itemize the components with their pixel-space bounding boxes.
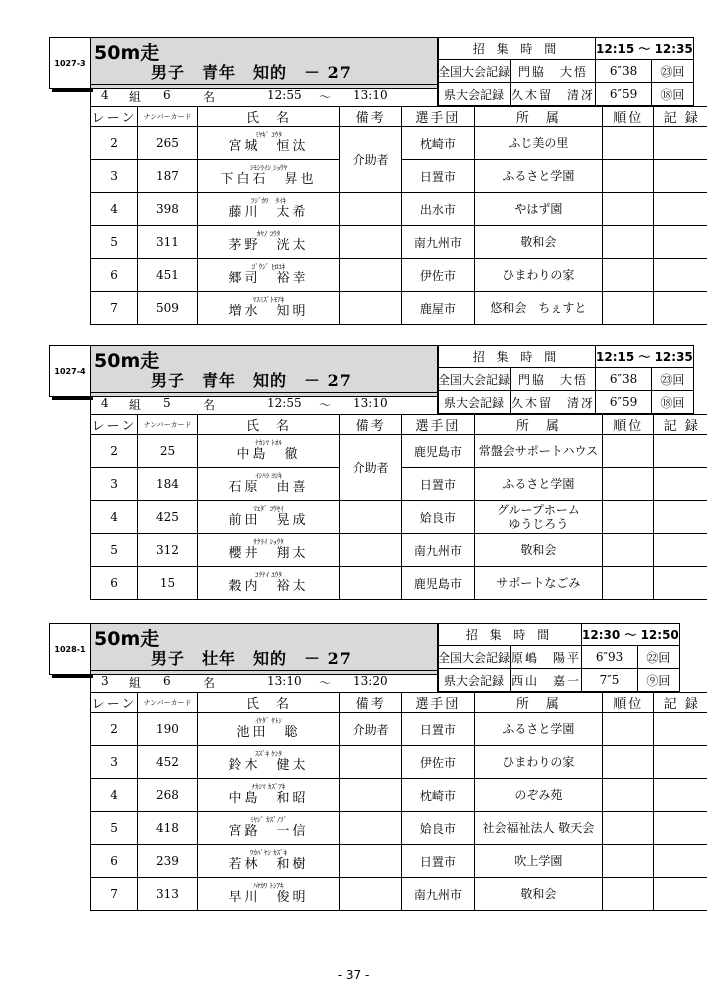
name-kana: ｽｽﾞｷ ｹﾝﾀ bbox=[255, 750, 282, 758]
lane: 7 bbox=[91, 292, 138, 325]
number-card: 265 bbox=[138, 127, 198, 160]
rank-cell bbox=[603, 812, 654, 845]
athlete-name bbox=[197, 435, 339, 468]
group-info bbox=[90, 84, 439, 107]
table-row bbox=[91, 259, 707, 292]
record-cell bbox=[654, 878, 707, 911]
header-lane: レーン bbox=[91, 415, 138, 435]
name-kana: ｺｸﾅｲ ﾕｳﾀ bbox=[255, 571, 282, 579]
record-cell bbox=[654, 567, 707, 600]
athlete-name bbox=[197, 226, 339, 259]
name-kanji: 櫻井 翔太 bbox=[228, 546, 309, 561]
team: 南九州市 bbox=[402, 226, 475, 259]
name-kana: ﾌｼﾞｶﾜ ﾀｲｷ bbox=[250, 197, 286, 205]
affiliation: 悠和会 ちぇすと bbox=[474, 292, 602, 325]
group-info bbox=[90, 670, 439, 693]
event-name: 50m走 bbox=[94, 350, 160, 372]
number-card: 509 bbox=[138, 292, 198, 325]
note-cell: 介助者 bbox=[340, 435, 402, 501]
race-header bbox=[49, 37, 693, 107]
race-block bbox=[49, 345, 700, 594]
pref-record-label: 県大会記録 bbox=[438, 669, 511, 692]
affiliation: ふるさと学園 bbox=[474, 160, 602, 193]
header-affil: 所 属 bbox=[474, 693, 602, 713]
national-record-time: 6″38 bbox=[596, 60, 652, 83]
group-info bbox=[90, 392, 439, 415]
pref-record-time: 7″5 bbox=[582, 669, 638, 692]
national-record-label: 全国大会記録 bbox=[438, 646, 511, 669]
lane: 5 bbox=[91, 226, 138, 259]
athlete-name bbox=[197, 468, 339, 501]
group-text: 6 bbox=[163, 674, 171, 688]
athlete-name bbox=[197, 259, 339, 292]
name-kana: ﾜｶﾊﾞﾔｼ ｶｽﾞｷ bbox=[249, 849, 288, 857]
team: 鹿屋市 bbox=[402, 292, 475, 325]
group-text: 組 bbox=[129, 90, 142, 104]
name-kana: ﾏｽﾐｽﾞﾄﾓｱｷ bbox=[252, 296, 285, 304]
affiliation: 敬和会 bbox=[474, 878, 602, 911]
entry-table bbox=[90, 414, 707, 600]
national-record-time: 6″38 bbox=[596, 368, 652, 391]
name-kana: ﾐﾔｼﾞ ｶｽﾞﾉﾌﾞ bbox=[249, 816, 288, 824]
note-cell bbox=[340, 779, 402, 812]
name-kana: ﾊﾔｶﾜ ﾄｼｱｷ bbox=[253, 882, 284, 890]
team: 出水市 bbox=[402, 193, 475, 226]
affiliation: 敬和会 bbox=[474, 226, 602, 259]
name-kanji: 宮路 一信 bbox=[228, 824, 309, 839]
name-kanji: 中島 徹 bbox=[236, 447, 301, 462]
lane: 6 bbox=[91, 567, 138, 600]
race-id: 1027-3 bbox=[49, 37, 90, 89]
lane: 5 bbox=[91, 534, 138, 567]
rank-cell bbox=[603, 292, 654, 325]
athlete-name bbox=[197, 845, 339, 878]
number-card: 451 bbox=[138, 259, 198, 292]
note-cell: 介助者 bbox=[340, 127, 402, 193]
number-card: 239 bbox=[138, 845, 198, 878]
record-cell bbox=[654, 435, 707, 468]
table-row bbox=[91, 713, 707, 746]
national-record-name: 門脇 大悟 bbox=[511, 60, 596, 83]
header-number: ナンバーカード bbox=[138, 107, 198, 127]
team: 枕崎市 bbox=[402, 779, 475, 812]
number-card: 311 bbox=[138, 226, 198, 259]
record-cell bbox=[654, 193, 707, 226]
lane: 3 bbox=[91, 746, 138, 779]
group-text: 組 bbox=[129, 676, 142, 690]
group-text: 13:20 bbox=[353, 674, 388, 688]
group-text: 4 bbox=[101, 396, 109, 410]
record-cell bbox=[654, 292, 707, 325]
records-table bbox=[437, 623, 680, 692]
name-kana: ﾅｶｼﾏ ｶｽﾞｱｷ bbox=[251, 783, 286, 791]
entry-table bbox=[90, 106, 707, 325]
affiliation: ひまわりの家 bbox=[474, 259, 602, 292]
national-record-label: 全国大会記録 bbox=[438, 60, 511, 83]
title-bar bbox=[90, 345, 439, 397]
team: 伊佐市 bbox=[402, 746, 475, 779]
affiliation: ひまわりの家 bbox=[474, 746, 602, 779]
rank-cell bbox=[603, 127, 654, 160]
number-card: 15 bbox=[138, 567, 198, 600]
lane: 6 bbox=[91, 845, 138, 878]
table-row bbox=[91, 193, 707, 226]
group-text: ～ bbox=[319, 676, 332, 690]
athlete-name bbox=[197, 567, 339, 600]
pref-record-count: ⑱回 bbox=[652, 391, 694, 414]
name-kanji: 中島 和昭 bbox=[228, 791, 309, 806]
group-text: 12:55 bbox=[267, 88, 302, 102]
rank-cell bbox=[603, 878, 654, 911]
group-text: 組 bbox=[129, 398, 142, 412]
number-card: 190 bbox=[138, 713, 198, 746]
title-bar bbox=[90, 37, 439, 89]
lane: 2 bbox=[91, 127, 138, 160]
affiliation: のぞみ苑 bbox=[474, 779, 602, 812]
record-cell bbox=[654, 259, 707, 292]
number-card: 398 bbox=[138, 193, 198, 226]
athlete-name bbox=[197, 878, 339, 911]
note-cell: 介助者 bbox=[340, 713, 402, 746]
name-kana: ﾅｶｼﾏ ﾄｵﾙ bbox=[255, 439, 282, 447]
event-class: 男子 青年 知的 － 27 bbox=[151, 63, 352, 82]
athlete-name bbox=[197, 501, 339, 534]
rank-cell bbox=[603, 746, 654, 779]
group-text: 12:55 bbox=[267, 396, 302, 410]
group-text: 13:10 bbox=[353, 396, 388, 410]
number-card: 418 bbox=[138, 812, 198, 845]
header-lane: レーン bbox=[91, 107, 138, 127]
athlete-name bbox=[197, 127, 339, 160]
call-time: 12:15 ～ 12:35 bbox=[596, 38, 694, 60]
affiliation: やはず園 bbox=[474, 193, 602, 226]
name-kanji: 石原 由喜 bbox=[228, 480, 309, 495]
name-kana: ｺﾞｳｼﾞ ﾋﾛﾕｷ bbox=[251, 263, 286, 271]
note-cell bbox=[340, 878, 402, 911]
national-record-label: 全国大会記録 bbox=[438, 368, 511, 391]
group-text: 6 bbox=[163, 88, 171, 102]
rank-cell bbox=[603, 567, 654, 600]
record-cell bbox=[654, 160, 707, 193]
note-cell bbox=[340, 567, 402, 600]
pref-record-label: 県大会記録 bbox=[438, 83, 511, 106]
rank-cell bbox=[603, 779, 654, 812]
rank-cell bbox=[603, 435, 654, 468]
lane: 5 bbox=[91, 812, 138, 845]
record-cell bbox=[654, 713, 707, 746]
name-kana: ｼﾓｼﾗｲｼ ｼｮｳﾔ bbox=[249, 164, 288, 172]
note-cell bbox=[340, 292, 402, 325]
header-name: 氏 名 bbox=[197, 415, 339, 435]
group-text: 名 bbox=[203, 398, 216, 412]
number-card: 312 bbox=[138, 534, 198, 567]
header-name: 氏 名 bbox=[197, 107, 339, 127]
call-time-label: 招 集 時 間 bbox=[438, 38, 596, 60]
table-row bbox=[91, 567, 707, 600]
team: 鹿児島市 bbox=[402, 567, 475, 600]
call-time-label: 招 集 時 間 bbox=[438, 346, 596, 368]
header-team: 選手団 bbox=[402, 107, 475, 127]
athlete-name bbox=[197, 746, 339, 779]
note-cell bbox=[340, 501, 402, 534]
header-affil: 所 属 bbox=[474, 415, 602, 435]
rank-cell bbox=[603, 468, 654, 501]
team: 伊佐市 bbox=[402, 259, 475, 292]
affiliation: 吹上学園 bbox=[474, 845, 602, 878]
name-kana: ｶﾔﾉ ｺｳﾀ bbox=[256, 230, 281, 238]
record-cell bbox=[654, 501, 707, 534]
team: 姶良市 bbox=[402, 812, 475, 845]
pref-record-count: ⑨回 bbox=[638, 669, 680, 692]
national-record-time: 6″93 bbox=[582, 646, 638, 669]
rank-cell bbox=[603, 259, 654, 292]
record-cell bbox=[654, 468, 707, 501]
note-cell bbox=[340, 259, 402, 292]
records-table bbox=[437, 345, 694, 414]
note-cell bbox=[340, 534, 402, 567]
table-row bbox=[91, 127, 707, 160]
lane: 6 bbox=[91, 259, 138, 292]
record-cell bbox=[654, 746, 707, 779]
name-kanji: 宮城 恒汰 bbox=[228, 139, 309, 154]
lane: 3 bbox=[91, 468, 138, 501]
national-record-count: ㉓回 bbox=[652, 368, 694, 391]
table-row bbox=[91, 435, 707, 468]
table-row bbox=[91, 746, 707, 779]
record-cell bbox=[654, 127, 707, 160]
team: 枕崎市 bbox=[402, 127, 475, 160]
event-name: 50m走 bbox=[94, 628, 160, 650]
athlete-name bbox=[197, 713, 339, 746]
header-affil: 所 属 bbox=[474, 107, 602, 127]
event-class: 男子 壮年 知的 － 27 bbox=[151, 649, 352, 668]
header-record: 記 録 bbox=[654, 415, 707, 435]
table-row bbox=[91, 779, 707, 812]
call-time-label: 招 集 時 間 bbox=[438, 624, 582, 646]
number-card: 452 bbox=[138, 746, 198, 779]
number-card: 313 bbox=[138, 878, 198, 911]
athlete-name bbox=[197, 292, 339, 325]
rank-cell bbox=[603, 713, 654, 746]
note-cell bbox=[340, 845, 402, 878]
number-card: 187 bbox=[138, 160, 198, 193]
number-card: 425 bbox=[138, 501, 198, 534]
pref-record-label: 県大会記録 bbox=[438, 391, 511, 414]
affiliation: ふるさと学園 bbox=[474, 468, 602, 501]
header-note: 備考 bbox=[340, 693, 402, 713]
lane: 4 bbox=[91, 501, 138, 534]
rank-cell bbox=[603, 226, 654, 259]
header-team: 選手団 bbox=[402, 693, 475, 713]
athlete-name bbox=[197, 812, 339, 845]
affiliation: ふるさと学園 bbox=[474, 713, 602, 746]
header-note: 備考 bbox=[340, 107, 402, 127]
records-table bbox=[437, 37, 694, 106]
pref-record-count: ⑱回 bbox=[652, 83, 694, 106]
table-row bbox=[91, 534, 707, 567]
race-id: 1027-4 bbox=[49, 345, 90, 397]
name-kanji: 池田 聡 bbox=[236, 725, 301, 740]
name-kana: ﾏｴﾀﾞ ｺｳｾｲ bbox=[253, 505, 284, 513]
affiliation: 常盤会サポートハウス bbox=[474, 435, 602, 468]
header-record: 記 録 bbox=[654, 693, 707, 713]
name-kanji: 鈴木 健太 bbox=[228, 758, 309, 773]
number-card: 25 bbox=[138, 435, 198, 468]
pref-record-time: 6″59 bbox=[596, 391, 652, 414]
lane: 3 bbox=[91, 160, 138, 193]
name-kanji: 早川 俊明 bbox=[228, 890, 309, 905]
group-text: 名 bbox=[203, 676, 216, 690]
call-time: 12:30 ～ 12:50 bbox=[582, 624, 680, 646]
group-text: 3 bbox=[101, 674, 109, 688]
table-row bbox=[91, 812, 707, 845]
entry-table bbox=[90, 692, 707, 911]
record-cell bbox=[654, 812, 707, 845]
team: 姶良市 bbox=[402, 501, 475, 534]
event-name: 50m走 bbox=[94, 42, 160, 64]
affiliation: グループホーム ゆうじろう bbox=[474, 501, 602, 534]
group-text: 4 bbox=[101, 88, 109, 102]
rank-cell bbox=[603, 160, 654, 193]
athlete-name bbox=[197, 160, 339, 193]
group-text: ～ bbox=[319, 90, 332, 104]
header-team: 選手団 bbox=[402, 415, 475, 435]
national-record-name: 門脇 大悟 bbox=[511, 368, 596, 391]
header-rank: 順位 bbox=[603, 107, 654, 127]
title-bar bbox=[90, 623, 439, 675]
rank-cell bbox=[603, 501, 654, 534]
name-kanji: 茅野 洸太 bbox=[228, 238, 309, 253]
rank-cell bbox=[603, 534, 654, 567]
note-cell bbox=[340, 812, 402, 845]
national-record-count: ㉒回 bbox=[638, 646, 680, 669]
group-text: 名 bbox=[203, 90, 216, 104]
number-card: 184 bbox=[138, 468, 198, 501]
pref-record-name: 久木留 清冴 bbox=[511, 391, 596, 414]
header-lane: レーン bbox=[91, 693, 138, 713]
athlete-name bbox=[197, 779, 339, 812]
affiliation: ふじ美の里 bbox=[474, 127, 602, 160]
name-kana: ﾐﾔｷﾞ ｺｳﾀ bbox=[255, 131, 282, 139]
number-card: 268 bbox=[138, 779, 198, 812]
race-block bbox=[49, 37, 700, 319]
team: 日置市 bbox=[402, 713, 475, 746]
header-rank: 順位 bbox=[603, 415, 654, 435]
header-number: ナンバーカード bbox=[138, 693, 198, 713]
record-cell bbox=[654, 779, 707, 812]
name-kana: ｲｼﾊﾗ ﾖｼｷ bbox=[255, 472, 282, 480]
table-row bbox=[91, 501, 707, 534]
name-kanji: 穀内 裕太 bbox=[228, 579, 309, 594]
affiliation: 敬和会 bbox=[474, 534, 602, 567]
affiliation: サポートなごみ bbox=[474, 567, 602, 600]
rank-cell bbox=[603, 193, 654, 226]
name-kanji: 前田 晃成 bbox=[228, 513, 309, 528]
pref-record-name: 久木留 清冴 bbox=[511, 83, 596, 106]
group-text: 13:10 bbox=[353, 88, 388, 102]
call-time: 12:15 ～ 12:35 bbox=[596, 346, 694, 368]
race-block bbox=[49, 623, 700, 905]
table-row bbox=[91, 226, 707, 259]
page-number: - 37 - bbox=[337, 968, 370, 982]
national-record-count: ㉓回 bbox=[652, 60, 694, 83]
team: 日置市 bbox=[402, 160, 475, 193]
affiliation: 社会福祉法人 敬天会 bbox=[474, 812, 602, 845]
name-kanji: 増水 知明 bbox=[228, 304, 309, 319]
header-rank: 順位 bbox=[603, 693, 654, 713]
athlete-name bbox=[197, 193, 339, 226]
group-text: ～ bbox=[319, 398, 332, 412]
lane: 2 bbox=[91, 713, 138, 746]
team: 鹿児島市 bbox=[402, 435, 475, 468]
name-kanji: 若林 和樹 bbox=[228, 857, 309, 872]
name-kana: ｲｹﾀﾞ ｻﾄｼ bbox=[255, 717, 282, 725]
name-kanji: 藤川 太希 bbox=[228, 205, 309, 220]
name-kana: ｻｸﾗｲ ｼｮｳﾀ bbox=[253, 538, 284, 546]
name-kanji: 下白石 昇也 bbox=[220, 172, 317, 187]
lane: 4 bbox=[91, 779, 138, 812]
team: 日置市 bbox=[402, 468, 475, 501]
lane: 7 bbox=[91, 878, 138, 911]
pref-record-time: 6″59 bbox=[596, 83, 652, 106]
header-record: 記 録 bbox=[654, 107, 707, 127]
lane: 4 bbox=[91, 193, 138, 226]
record-cell bbox=[654, 845, 707, 878]
race-id: 1028-1 bbox=[49, 623, 90, 675]
table-row bbox=[91, 292, 707, 325]
note-cell bbox=[340, 226, 402, 259]
record-cell bbox=[654, 226, 707, 259]
header-note: 備考 bbox=[340, 415, 402, 435]
group-text: 13:10 bbox=[267, 674, 302, 688]
pref-record-name: 西山 嘉一 bbox=[511, 669, 582, 692]
team: 南九州市 bbox=[402, 878, 475, 911]
national-record-name: 原嶋 陽平 bbox=[511, 646, 582, 669]
record-cell bbox=[654, 534, 707, 567]
event-class: 男子 青年 知的 － 27 bbox=[151, 371, 352, 390]
athlete-name bbox=[197, 534, 339, 567]
race-header bbox=[49, 345, 693, 415]
lane: 2 bbox=[91, 435, 138, 468]
rank-cell bbox=[603, 845, 654, 878]
header-name: 氏 名 bbox=[197, 693, 339, 713]
team: 南九州市 bbox=[402, 534, 475, 567]
note-cell bbox=[340, 193, 402, 226]
table-row bbox=[91, 878, 707, 911]
team: 日置市 bbox=[402, 845, 475, 878]
name-kanji: 郷司 裕幸 bbox=[228, 271, 309, 286]
group-text: 5 bbox=[163, 396, 171, 410]
table-row bbox=[91, 845, 707, 878]
header-number: ナンバーカード bbox=[138, 415, 198, 435]
note-cell bbox=[340, 746, 402, 779]
race-header bbox=[49, 623, 679, 693]
